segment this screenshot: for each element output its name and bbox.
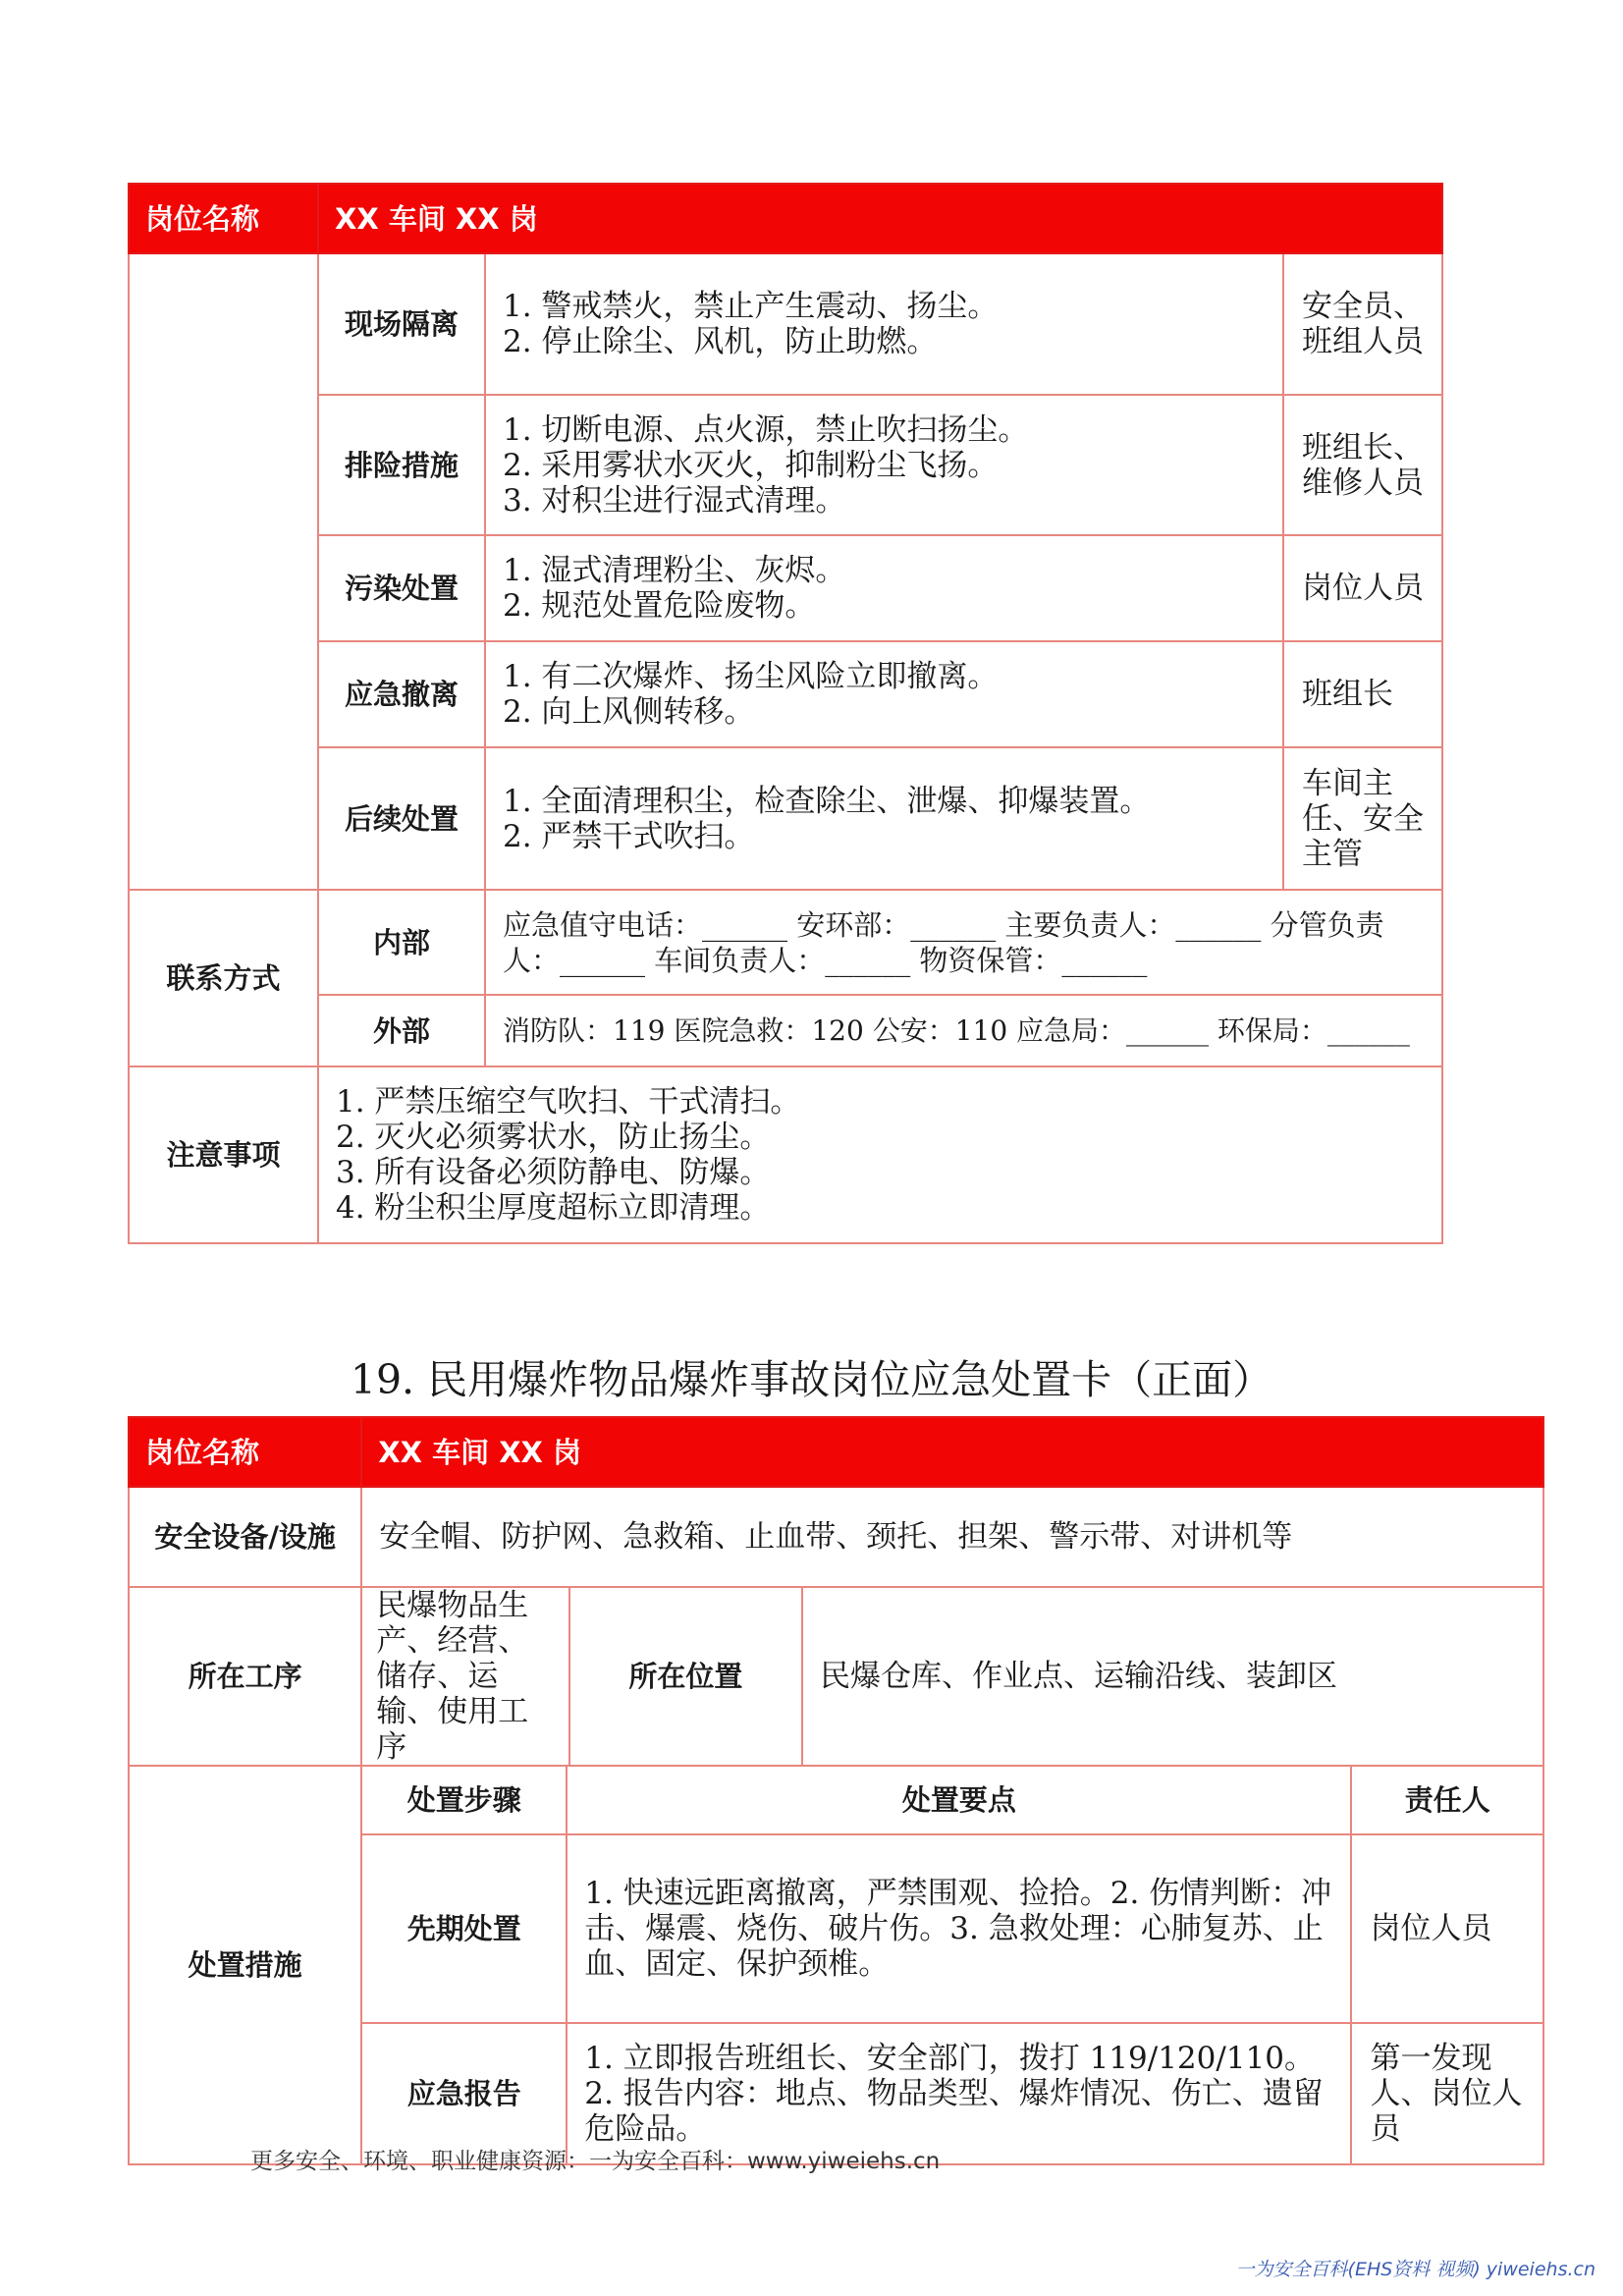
card2-equipment-value: 安全帽、防护网、急救箱、止血带、颈托、担架、警示带、对讲机等	[361, 1487, 1543, 1587]
card1-internal-contacts: 应急值守电话：______ 安环部：______ 主要负责人：______ 分管负责人：______ 车间负责人：______ 物资保管：______	[485, 890, 1442, 995]
list-item: 2. 向上风侧转移。	[503, 694, 755, 730]
card2-step-name: 应急报告	[361, 2023, 567, 2164]
card1-step-points	[485, 395, 1283, 535]
card1-step-owner: 安全员、班组人员	[1283, 253, 1442, 395]
card1-step-owner: 岗位人员	[1283, 535, 1442, 641]
card1-step-points	[485, 253, 1283, 395]
card1-notes-label: 注意事项	[129, 1066, 318, 1243]
card1-external-contacts: 消防队：119 医院急救：120 公安：110 应急局：______ 环保局：______	[485, 995, 1442, 1066]
card2-col-points: 处置要点	[567, 1766, 1351, 1834]
card2-step-points	[567, 1834, 1351, 2023]
card1-external-label: 外部	[318, 995, 485, 1066]
card1-internal-label: 内部	[318, 890, 485, 995]
card1-step-owner: 班组长	[1283, 641, 1442, 747]
list-item: 1. 全面清理积尘，检查除尘、泄爆、抑爆装置。	[503, 783, 1151, 819]
watermark: 一为安全百科(EHS资料 视频) yiweiehs.cn	[1235, 2259, 1596, 2280]
card2-header-label: 岗位名称	[129, 1417, 361, 1487]
list-item: 3. 所有设备必须防静电、防爆。	[336, 1155, 771, 1190]
list-item: 1. 切断电源、点火源，禁止吹扫扬尘。	[503, 411, 1029, 448]
footer-text: 更多安全、环境、职业健康资源：一为安全百科：www.yiweiehs.cn	[250, 2149, 941, 2174]
card1-header-value: XX 车间 XX 岗	[318, 184, 1442, 253]
card1-step-owner: 车间主任、安全主管	[1283, 747, 1442, 890]
card1-step-name: 现场隔离	[318, 253, 485, 395]
list-item: 1. 严禁压缩空气吹扫、干式清扫。	[336, 1084, 801, 1120]
card2-process-label: 所在工序	[129, 1587, 361, 1766]
card2-col-step: 处置步骤	[361, 1766, 567, 1834]
list-item: 1. 快速远距离撤离，严禁围观、捡拾。2. 伤情判断：冲击、爆震、烧伤、破片伤。3. 急救处理：心肺复苏、止血、固定、保护颈椎。	[584, 1876, 1332, 1982]
card2-step-name: 先期处置	[361, 1834, 567, 2023]
card1-contact-label: 联系方式	[129, 890, 318, 1066]
list-item: 2. 采用雾状水灭火，抑制粉尘飞扬。	[503, 447, 999, 483]
list-item: 3. 对积尘进行湿式清理。	[503, 482, 846, 519]
card1-step-name: 后续处置	[318, 747, 485, 890]
list-item: 1. 有二次爆炸、扬尘风险立即撤离。	[503, 659, 999, 694]
list-item: 1. 警戒禁火，禁止产生震动、扬尘。	[503, 289, 999, 324]
emergency-card-2	[128, 1416, 1544, 2165]
card1-notes	[318, 1066, 1442, 1243]
card1-step-points	[485, 641, 1283, 747]
card1-step-points	[485, 747, 1283, 890]
list-item: 4. 粉尘积尘厚度超标立即清理。	[336, 1190, 771, 1226]
list-item: 2. 严禁干式吹扫。	[503, 818, 755, 854]
card2-header-value: XX 车间 XX 岗	[361, 1417, 1543, 1487]
card2-location-label: 所在位置	[569, 1587, 802, 1766]
card2-location-value: 民爆仓库、作业点、运输沿线、装卸区	[802, 1587, 1543, 1766]
card2-col-owner: 责任人	[1351, 1766, 1543, 1834]
card1-step-owner: 班组长、维修人员	[1283, 395, 1442, 535]
card1-step-points	[485, 535, 1283, 641]
card1-step-name: 排险措施	[318, 395, 485, 535]
list-item: 1. 湿式清理粉尘、灰烬。	[503, 553, 846, 588]
card2-equipment-label: 安全设备/设施	[129, 1487, 361, 1587]
card2-step-owner: 岗位人员	[1351, 1834, 1543, 2023]
card2-step-owner: 第一发现人、岗位人员	[1351, 2023, 1543, 2164]
list-item: 1. 立即报告班组长、安全部门，拨打 119/120/110。	[584, 2041, 1315, 2076]
list-item: 2. 停止除尘、风机，防止助燃。	[503, 324, 938, 359]
card1-header-label: 岗位名称	[129, 184, 318, 253]
card2-process-value: 民爆物品生产、经营、储存、运输、使用工序	[361, 1587, 568, 1766]
card2-measures-label: 处置措施	[129, 1766, 361, 2164]
emergency-card-1	[128, 183, 1443, 1244]
card1-step-name: 应急撤离	[318, 641, 485, 747]
list-item: 2. 灭火必须雾状水，防止扬尘。	[336, 1120, 771, 1155]
list-item: 2. 报告内容：地点、物品类型、爆炸情况、伤亡、遗留危险品。	[584, 2076, 1324, 2147]
card1-step-name: 污染处置	[318, 535, 485, 641]
card1-blank-cell	[129, 253, 318, 890]
card2-title: 19. 民用爆炸物品爆炸事故岗位应急处置卡（正面）	[350, 1356, 1273, 1403]
list-item: 2. 规范处置危险废物。	[503, 588, 816, 624]
